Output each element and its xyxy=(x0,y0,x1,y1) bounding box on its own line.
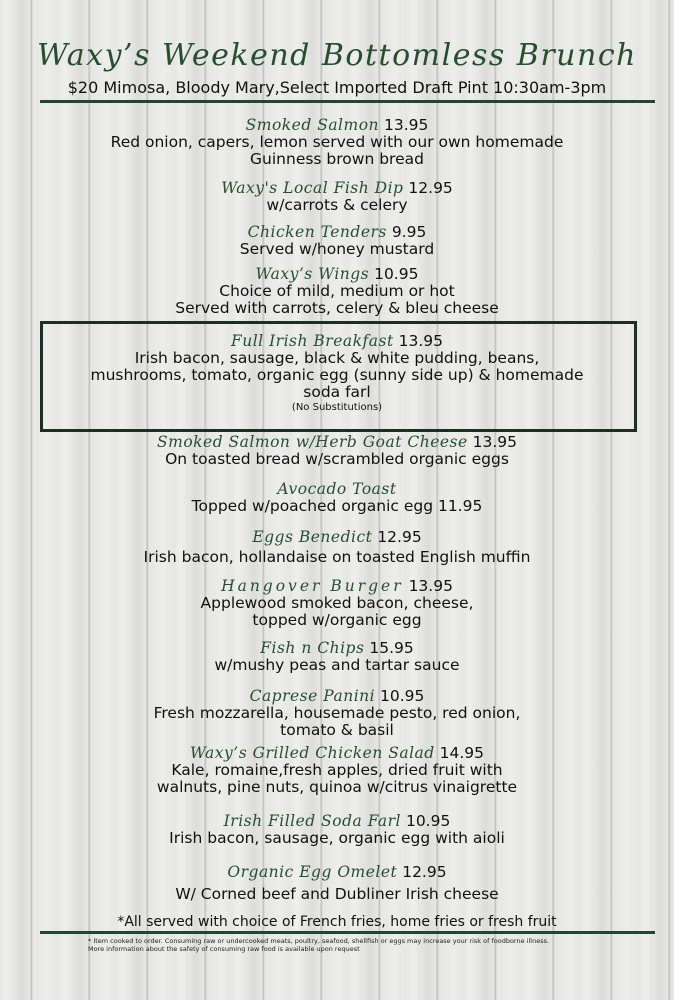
item-name: Waxy's Local Fish Dip xyxy=(221,179,404,197)
item-price: 10.95 xyxy=(405,812,451,830)
menu-item-soda-farl xyxy=(0,813,674,847)
item-desc: soda farl xyxy=(303,383,371,401)
sides-note: *All served with choice of French fries, home fries or fresh fruit xyxy=(117,914,557,930)
item-name: Eggs Benedict xyxy=(252,528,373,546)
item-name: Waxy’s Grilled Chicken Salad xyxy=(189,744,435,762)
item-price: 14.95 xyxy=(439,744,485,762)
item-price: 13.95 xyxy=(472,433,517,451)
item-desc: Served w/honey mustard xyxy=(239,240,435,258)
item-desc: Topped w/poached organic egg 11.95 xyxy=(191,497,483,515)
item-desc: tomato & basil xyxy=(280,721,394,739)
menu-item-avocado-toast xyxy=(0,481,674,515)
item-desc: Fresh mozzarella, housemade pesto, red onion, xyxy=(153,704,521,722)
item-desc: Kale, romaine,fresh apples, dried fruit with xyxy=(171,761,503,779)
item-desc: Guinness brown bread xyxy=(250,150,424,168)
menu-item-fish-dip xyxy=(0,180,674,214)
footnote-line: * Item cooked to order. Consuming raw or undercooked meats, poultry, seafood, shellfish or eggs may increase your risk of foodborne illness. xyxy=(88,937,550,945)
item-name: Fish n Chips xyxy=(260,639,365,657)
item-name: Avocado Toast xyxy=(277,480,397,498)
item-desc: Irish bacon, sausage, black & white pudding, beans, xyxy=(134,349,540,367)
item-name: Hangover Burger xyxy=(221,577,404,595)
menu-item-wings xyxy=(0,266,674,317)
item-name: Irish Filled Soda Farl xyxy=(223,812,402,830)
menu-item-organic-egg-omelet xyxy=(0,864,674,903)
item-desc: Irish bacon, hollandaise on toasted English muffin xyxy=(143,548,531,566)
item-name: Full Irish Breakfast xyxy=(230,332,394,350)
menu-item-hangover-burger xyxy=(0,578,674,629)
item-name: Organic Egg Omelet xyxy=(227,863,398,881)
item-desc: Applewood smoked bacon, cheese, xyxy=(200,594,474,612)
menu-subtitle: $20 Mimosa, Bloody Mary,Select Imported Draft Pint 10:30am-3pm xyxy=(67,78,607,97)
item-price: 9.95 xyxy=(391,223,427,241)
menu-title: Waxy’s Weekend Bottomless Brunch xyxy=(37,38,637,73)
menu-item-full-irish-breakfast xyxy=(0,333,674,415)
item-desc: mushrooms, tomato, organic egg (sunny side up) & homemade xyxy=(90,366,584,384)
footer-divider xyxy=(40,931,655,934)
item-name: Caprese Panini xyxy=(249,687,376,705)
menu-item-chicken-tenders xyxy=(0,224,674,258)
item-desc: w/mushy peas and tartar sauce xyxy=(214,656,460,674)
menu-item-salmon-goat-cheese xyxy=(0,434,674,468)
item-desc: w/carrots & celery xyxy=(266,196,408,214)
item-price: 15.95 xyxy=(369,639,414,657)
menu-item-grilled-chicken-salad xyxy=(0,745,674,796)
header-divider xyxy=(40,100,655,103)
footnote-line: More information about the safety of consuming raw food is available upon request xyxy=(88,945,360,953)
item-price: 10.95 xyxy=(374,265,419,283)
item-desc: walnuts, pine nuts, quinoa w/citrus vinaigrette xyxy=(156,778,518,796)
menu-item-caprese-panini xyxy=(0,688,674,739)
food-safety-footnote xyxy=(88,937,628,953)
item-desc: Served with carrots, celery & bleu cheese xyxy=(175,299,499,317)
menu-item-eggs-benedict xyxy=(0,529,674,566)
item-desc: Irish bacon, sausage, organic egg with aioli xyxy=(169,829,505,847)
item-price: 12.95 xyxy=(408,179,453,197)
item-note: (No Substitutions) xyxy=(291,402,383,413)
menu-item-fish-n-chips xyxy=(0,640,674,674)
item-desc: Red onion, capers, lemon served with our own homemade xyxy=(110,133,564,151)
item-price: 13.95 xyxy=(383,116,429,134)
item-price: 13.95 xyxy=(398,332,443,350)
item-name: Waxy’s Wings xyxy=(255,265,370,283)
item-desc: W/ Corned beef and Dubliner Irish cheese xyxy=(175,885,499,903)
item-desc: topped w/organic egg xyxy=(252,611,422,629)
item-price: 12.95 xyxy=(402,863,447,881)
item-price: 10.95 xyxy=(380,687,425,705)
item-name: Smoked Salmon w/Herb Goat Cheese xyxy=(157,433,468,451)
item-price: 12.95 xyxy=(377,528,422,546)
item-name: Smoked Salmon xyxy=(245,116,380,134)
menu-item-smoked-salmon xyxy=(0,117,674,168)
item-name: Chicken Tenders xyxy=(247,223,387,241)
item-desc: On toasted bread w/scrambled organic eggs xyxy=(165,450,509,468)
item-price: 13.95 xyxy=(408,577,453,595)
item-desc: Choice of mild, medium or hot xyxy=(219,282,455,300)
